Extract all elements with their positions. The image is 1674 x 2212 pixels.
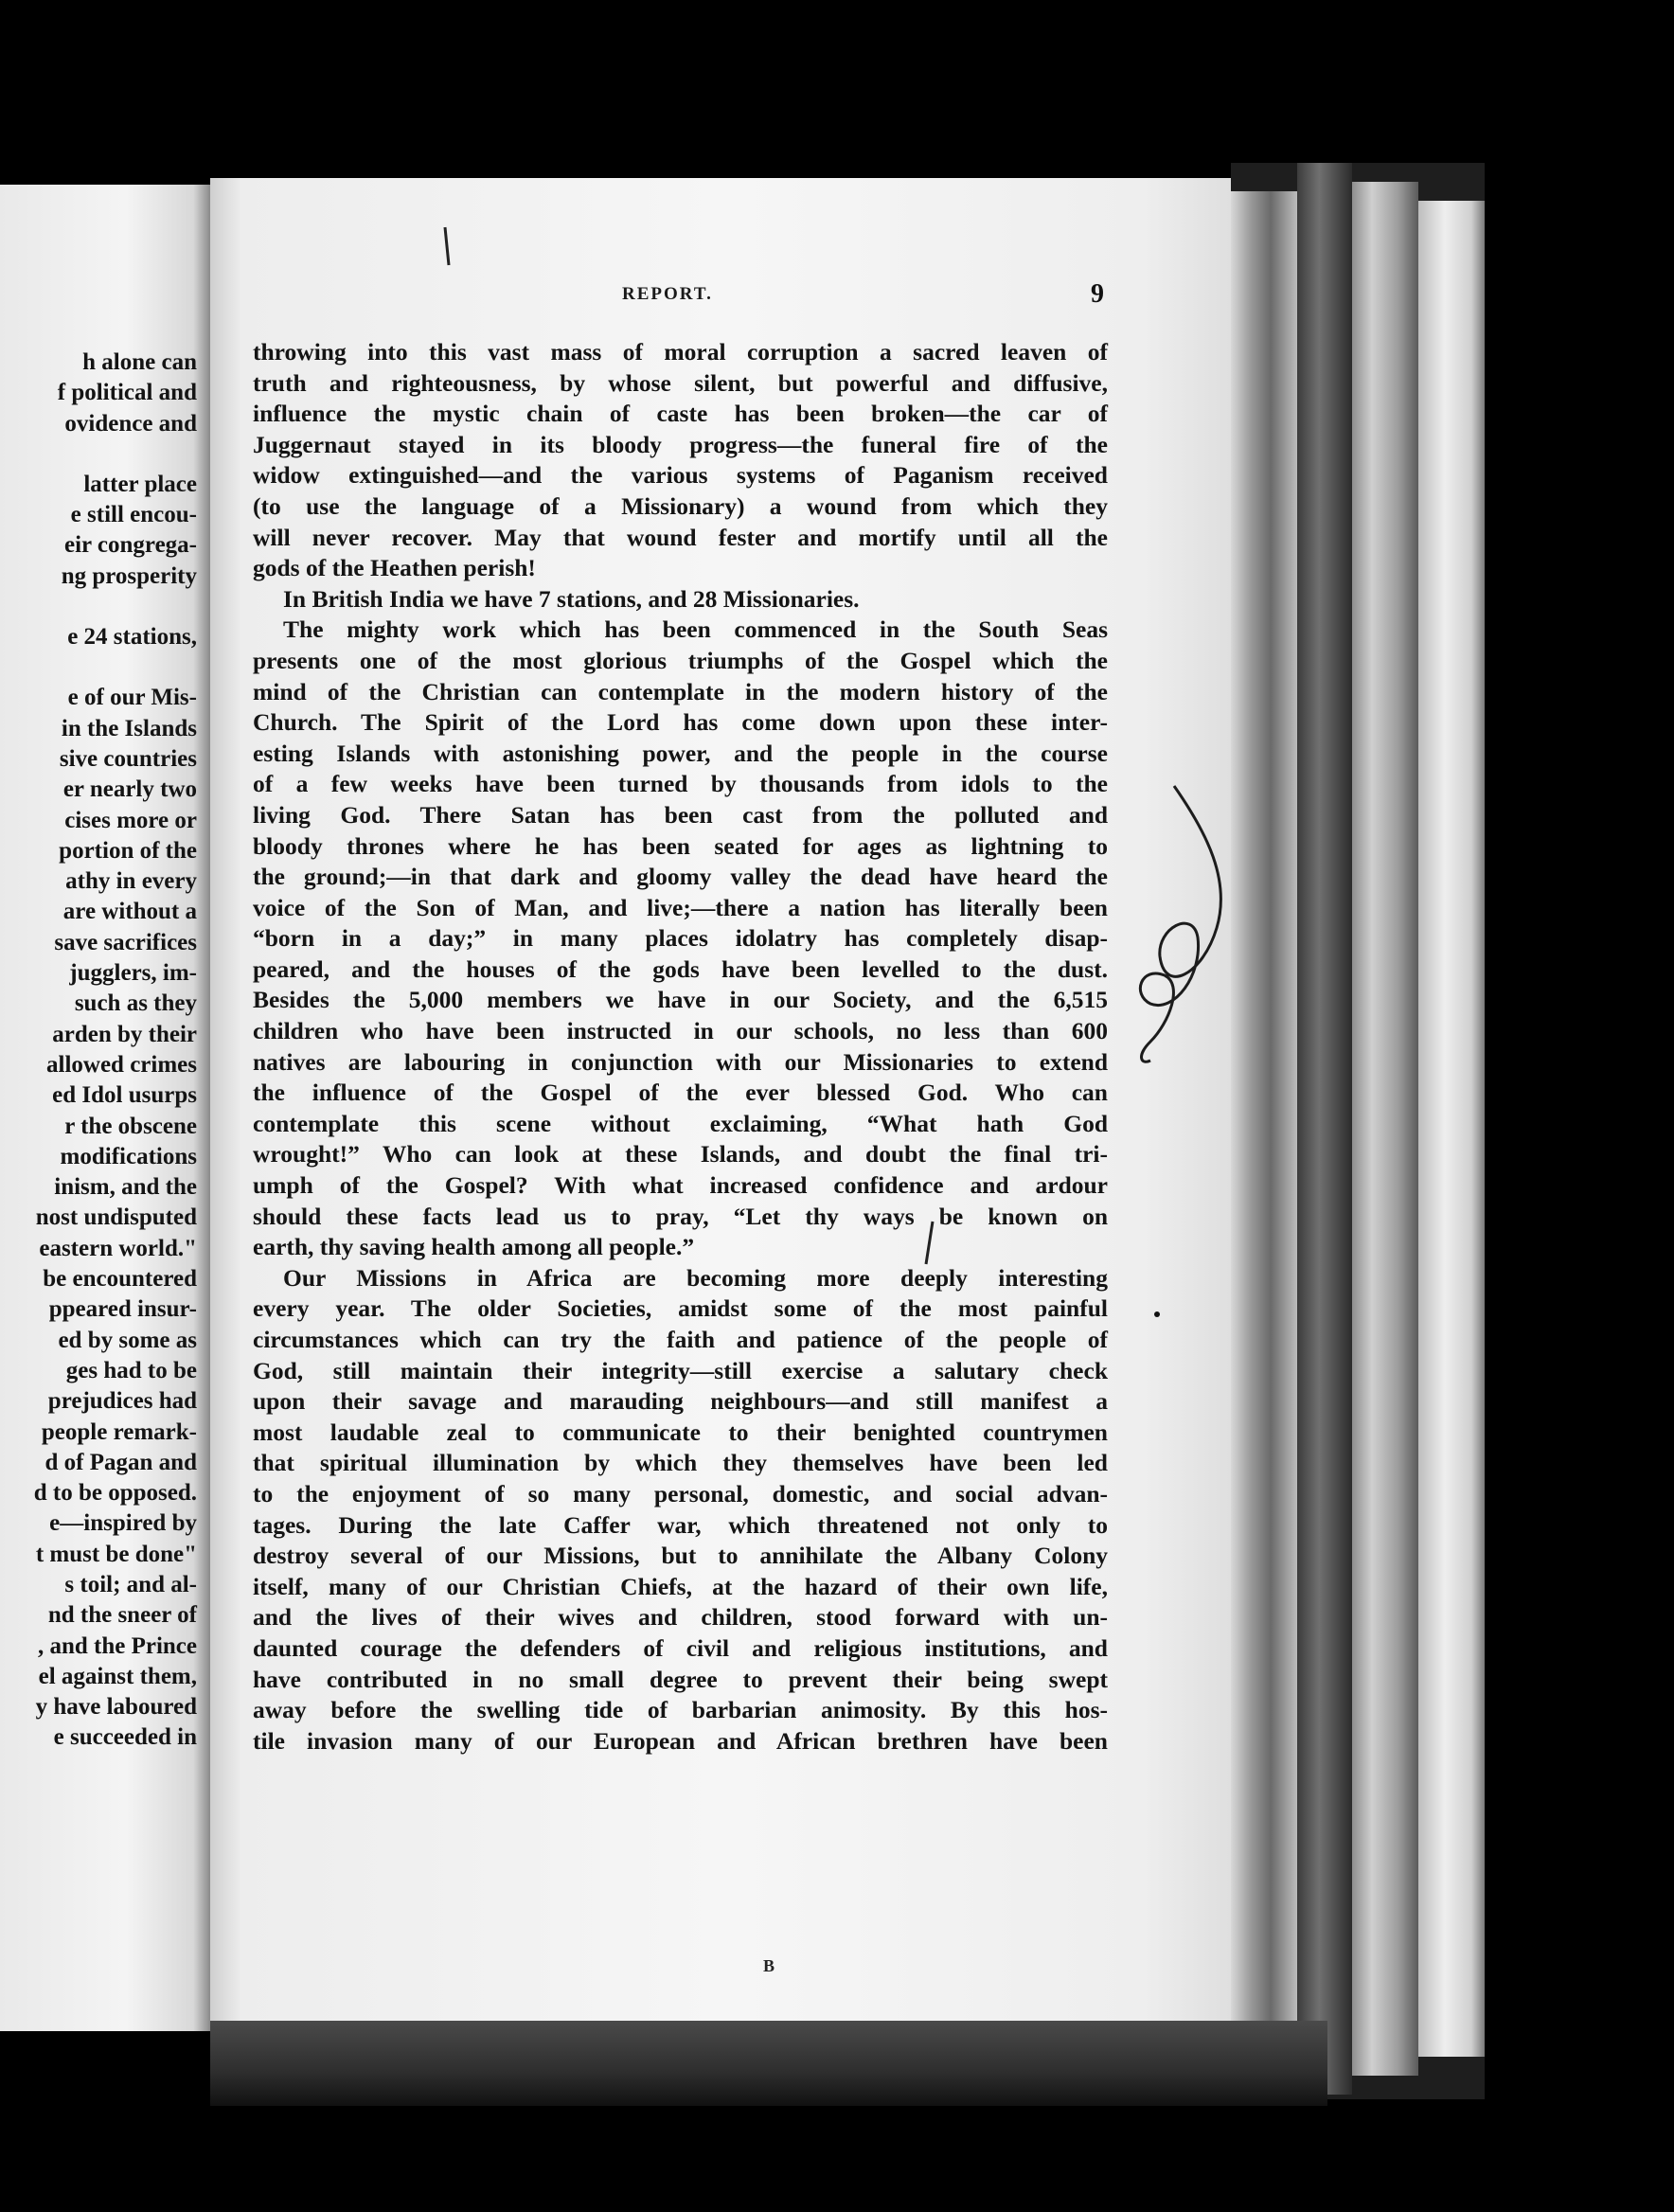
text-line: Church. The Spirit of the Lord has come down upon these inter- <box>253 708 1108 737</box>
text-line: widow extinguished—and the various systems of Paganism received <box>253 461 1108 490</box>
left-facing-page <box>0 185 210 2031</box>
text-line: In British India we have 7 stations, and 28 Missionaries. <box>283 584 860 613</box>
left-page-line: eir congrega- <box>63 532 197 559</box>
left-page-line: t must be done" <box>35 1541 197 1567</box>
running-head <box>210 279 1247 312</box>
text-line: most laudable zeal to communicate to their benighted countrymen <box>253 1418 1108 1446</box>
page-block-edge <box>1231 191 1297 2038</box>
left-page-line: prejudices had <box>47 1388 197 1415</box>
text-line: influence the mystic chain of caste has been broken—the car of <box>253 400 1108 428</box>
text-line: every year. The older Societies, amidst some of the most painful <box>253 1294 1108 1323</box>
text-line: and the lives of their wives and children, stood forward with un- <box>253 1603 1108 1632</box>
text-line: the influence of the Gospel of the ever blessed God. Who can <box>253 1079 1108 1107</box>
left-page-line <box>0 652 197 683</box>
text-line: that spiritual illumination by which they themselves have been led <box>253 1449 1108 1477</box>
left-page-line: cises more or <box>64 807 197 833</box>
left-page-line: s toil; and al- <box>64 1571 197 1597</box>
left-page-line: people remark- <box>41 1418 197 1445</box>
left-page-line: save sacrifices <box>54 929 197 955</box>
text-line: gods of the Heathen perish! <box>253 554 536 582</box>
left-page-line <box>0 592 197 622</box>
text-line: throwing into this vast mass of moral corruption a sacred leaven of <box>253 338 1108 366</box>
left-page-line: ovidence and <box>64 410 197 437</box>
left-page-line: sive countries <box>59 745 197 772</box>
text-line: peared, and the houses of the gods have been levelled to the dust. <box>253 954 1108 983</box>
running-title: REPORT. <box>622 284 713 304</box>
text-line: presents one of the most glorious triumphs of the Gospel which the <box>253 646 1108 674</box>
left-page-line: nost undisputed <box>35 1204 197 1231</box>
left-page-line: el against them, <box>38 1663 197 1689</box>
left-page-line <box>0 439 197 470</box>
text-line: truth and righteousness, by whose silent, but powerful and diffusive, <box>253 368 1108 397</box>
left-page-line: portion of the <box>59 837 197 864</box>
text-line: away before the swelling tide of barbarian animosity. By this hos- <box>253 1696 1108 1724</box>
text-line: The mighty work which has been commenced in the South Seas <box>283 615 1108 644</box>
text-line: natives are labouring in conjunction with our Missionaries to extend <box>253 1047 1108 1076</box>
left-page-line: e succeeded in <box>53 1724 197 1751</box>
text-line: children who have been instructed in our schools, no less than 600 <box>253 1017 1108 1045</box>
left-page-line: h alone can <box>82 349 197 375</box>
cover-board-edge <box>1297 163 1352 2095</box>
left-page-text <box>0 348 197 1754</box>
left-page-line: , and the Prince <box>37 1632 197 1659</box>
left-page-line: modifications <box>60 1143 197 1169</box>
signature-mark: B <box>763 1956 775 1975</box>
text-line: earth, thy saving health among all people.” <box>253 1233 695 1261</box>
text-line: should these facts lead us to pray, “Let thy ways be known on <box>253 1202 1108 1230</box>
left-page-line: y have laboured <box>35 1694 197 1721</box>
left-page-line: in the Islands <box>61 715 197 741</box>
left-page-line: e still encou- <box>70 502 197 528</box>
text-line: “born in a day;” in many places idolatry has completely disap- <box>253 924 1108 953</box>
text-line: tile invasion many of our European and African brethren have been <box>253 1726 1108 1755</box>
text-line: have contributed in no small degree to prevent their being swept <box>253 1665 1108 1693</box>
left-page-line: inism, and the <box>54 1174 197 1201</box>
left-page-line: ges had to be <box>65 1357 197 1383</box>
left-page-line: e 24 stations, <box>67 624 197 651</box>
text-line: bloody thrones where he has been seated for ages as lightning to <box>253 831 1108 860</box>
text-line: contemplate this scene without exclaiming, “What hath God <box>253 1109 1108 1137</box>
left-page-line: allowed crimes <box>46 1051 197 1078</box>
left-page-line: latter place <box>83 471 197 497</box>
text-line: Our Missions in Africa are becoming more deeply interesting <box>283 1263 1108 1292</box>
page-number: 9 <box>1091 279 1104 309</box>
text-line: circumstances which can try the faith and patience of the people of <box>253 1326 1108 1353</box>
text-line: mind of the Christian can contemplate in the modern history of the <box>253 677 1108 705</box>
text-line: of a few weeks have been turned by thousands from idols to the <box>253 770 1108 798</box>
left-page-line: eastern world." <box>39 1235 197 1261</box>
text-line: itself, many of our Christian Chiefs, at the hazard of their own life, <box>253 1572 1108 1600</box>
text-line: (to use the language of a Missionary) a wound from which they <box>253 491 1108 520</box>
left-page-line: ed Idol usurps <box>52 1082 197 1109</box>
bottom-binding-board <box>210 2021 1327 2106</box>
text-line: tages. During the late Caffer war, which threatened not only to <box>253 1510 1108 1539</box>
left-page-line: d of Pagan and <box>45 1449 197 1475</box>
text-line: Juggernaut stayed in its bloody progress—the funeral fire of the <box>253 430 1108 458</box>
page-body-text <box>253 337 1108 1757</box>
left-page-line: athy in every <box>65 868 197 895</box>
left-page-line: nd the sneer of <box>47 1602 197 1629</box>
left-page-line: er nearly two <box>62 776 197 803</box>
text-line: esting Islands with astonishing power, and the people in the course <box>253 739 1108 767</box>
text-line: living God. There Satan has been cast from the polluted and <box>253 800 1108 829</box>
left-page-line: are without a <box>62 899 197 925</box>
left-page-line: d to be opposed. <box>33 1480 197 1507</box>
left-page-line: ng prosperity <box>61 562 197 589</box>
text-line: daunted courage the defenders of civil and religious institutions, and <box>253 1633 1108 1662</box>
cover-board-outer <box>1418 201 1485 2057</box>
left-page-line: r the obscene <box>64 1113 197 1139</box>
text-line: voice of the Son of Man, and live;—there a nation has literally been <box>253 893 1108 921</box>
text-line: will never recover. May that wound fester and mortify until all the <box>253 523 1108 551</box>
book-edge <box>1231 163 1485 2099</box>
text-line: upon their savage and marauding neighbours—and still manifest a <box>253 1387 1108 1416</box>
left-page-line: e—inspired by <box>49 1510 197 1537</box>
left-page-line: jugglers, im- <box>69 960 197 987</box>
text-line: umph of the Gospel? With what increased confidence and ardour <box>253 1171 1108 1200</box>
left-page-line: arden by their <box>52 1021 197 1047</box>
left-page-line: ed by some as <box>58 1327 197 1353</box>
left-page-line: f political and <box>57 380 197 406</box>
left-page-line: such as they <box>74 990 197 1017</box>
text-line: God, still maintain their integrity—still exercise a salutary check <box>253 1356 1108 1384</box>
left-page-line: ppeared insur- <box>48 1296 197 1323</box>
text-line: wrought!” Who can look at these Islands, and doubt the final tri- <box>253 1140 1108 1168</box>
left-page-line: be encountered <box>43 1266 197 1293</box>
text-line: the ground;—in that dark and gloomy valley the dead have heard the <box>253 863 1108 891</box>
text-line: Besides the 5,000 members we have in our Society, and the 6,515 <box>253 986 1108 1014</box>
text-line: to the enjoyment of so many personal, domestic, and social advan- <box>253 1479 1108 1507</box>
text-line: destroy several of our Missions, but to annihilate the Albany Colony <box>253 1542 1108 1570</box>
cover-board-inner <box>1352 182 1418 2076</box>
left-page-line: e of our Mis- <box>67 685 197 711</box>
